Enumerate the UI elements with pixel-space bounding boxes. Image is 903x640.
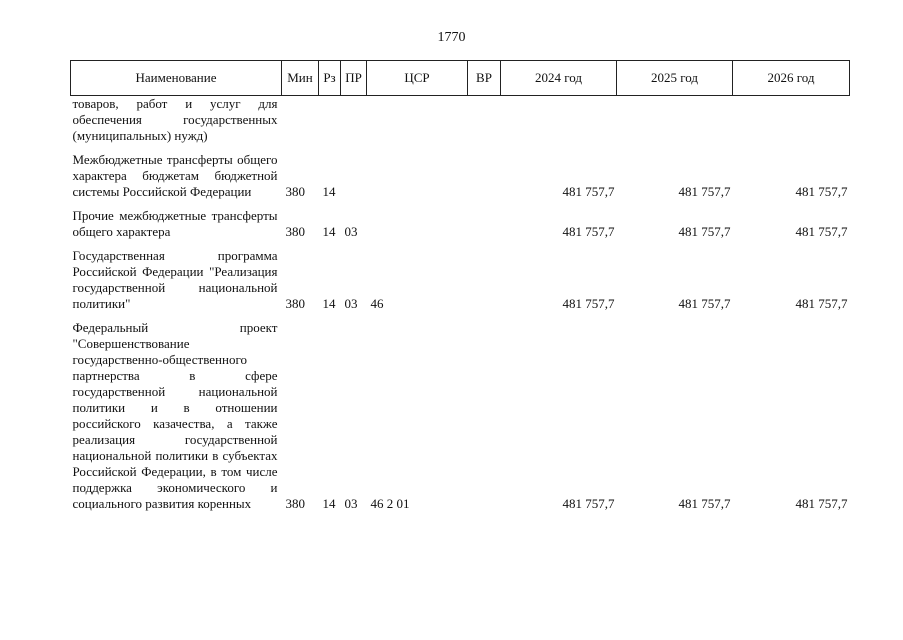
- cell-min: 380: [285, 296, 305, 311]
- budget-table: [70, 60, 850, 512]
- header-vr: ВР: [468, 61, 501, 96]
- table-body: [71, 96, 850, 513]
- row-spacer: [71, 200, 850, 208]
- cell-pr: 03: [344, 224, 358, 239]
- cell-y2026: 481 757,7: [795, 296, 848, 311]
- cell-min: 380: [285, 184, 305, 199]
- cell-y2026: 481 757,7: [795, 184, 848, 199]
- cell-y2025: 481 757,7: [678, 496, 731, 511]
- cell-name: Прочие межбюджетные трансферты общего характера: [72, 208, 278, 239]
- cell-csr: [367, 96, 468, 145]
- cell-y2025: 481 757,7: [678, 224, 731, 239]
- cell-csr: 46: [370, 296, 384, 311]
- cell-y2025: 481 757,7: [678, 296, 731, 311]
- cell-vr: [468, 320, 501, 512]
- cell-y2026: [733, 96, 850, 145]
- cell-pr: [341, 152, 367, 200]
- table-row: [71, 96, 850, 145]
- header-pr: ПР: [341, 61, 367, 96]
- row-spacer: [71, 144, 850, 152]
- row-spacer: [71, 240, 850, 248]
- cell-y2024: 481 757,7: [562, 224, 615, 239]
- header-2026: 2026 год: [733, 61, 850, 96]
- cell-rz: 14: [322, 184, 336, 199]
- table-header: [71, 61, 850, 96]
- cell-csr: 46 2 01: [370, 496, 410, 511]
- header-2024: 2024 год: [501, 61, 617, 96]
- cell-vr: [468, 96, 501, 145]
- header-name: Наименование: [71, 61, 282, 96]
- cell-min: [282, 96, 319, 145]
- cell-csr: [367, 208, 468, 240]
- cell-pr: 03: [344, 496, 358, 511]
- header-csr: ЦСР: [367, 61, 468, 96]
- cell-pr: [341, 96, 367, 145]
- header-rz: Рз: [319, 61, 341, 96]
- table-row: [71, 248, 850, 312]
- cell-y2026: 481 757,7: [795, 224, 848, 239]
- table-row: [71, 320, 850, 512]
- cell-rz: 14: [322, 296, 336, 311]
- cell-name: товаров, работ и услуг для обеспечения государственных (муниципальных) нужд): [72, 96, 278, 143]
- cell-csr: [367, 152, 468, 200]
- cell-y2024: [501, 96, 617, 145]
- header-min: Мин: [282, 61, 319, 96]
- cell-y2024: 481 757,7: [562, 184, 615, 199]
- cell-min: 380: [285, 224, 305, 239]
- cell-name: Федеральный проект "Совершенствование государственно-общественного партнерства в сфере государственной национальной политики и в отношении российского казачества, а также реализация государственной национальной политики в субъектах Российской Федерации, в том числе поддержка экономического и социального развития коренных: [72, 320, 278, 511]
- cell-y2024: 481 757,7: [562, 496, 615, 511]
- table-row: [71, 152, 850, 200]
- cell-vr: [468, 152, 501, 200]
- cell-min: 380: [285, 496, 305, 511]
- cell-vr: [468, 208, 501, 240]
- row-spacer: [71, 312, 850, 320]
- cell-rz: 14: [322, 496, 336, 511]
- cell-y2025: [617, 96, 733, 145]
- cell-name: Межбюджетные трансферты общего характера бюджетам бюджетной системы Российской Федерации: [72, 152, 278, 199]
- cell-vr: [468, 248, 501, 312]
- cell-pr: 03: [344, 296, 358, 311]
- cell-rz: [319, 96, 341, 145]
- page-number: 1770: [437, 30, 466, 45]
- cell-y2025: 481 757,7: [678, 184, 731, 199]
- cell-name: Государственная программа Российской Федерации "Реализация государственной национальной политики": [72, 248, 278, 311]
- header-2025: 2025 год: [617, 61, 733, 96]
- cell-rz: 14: [322, 224, 336, 239]
- cell-y2024: 481 757,7: [562, 296, 615, 311]
- table-row: [71, 208, 850, 240]
- cell-y2026: 481 757,7: [795, 496, 848, 511]
